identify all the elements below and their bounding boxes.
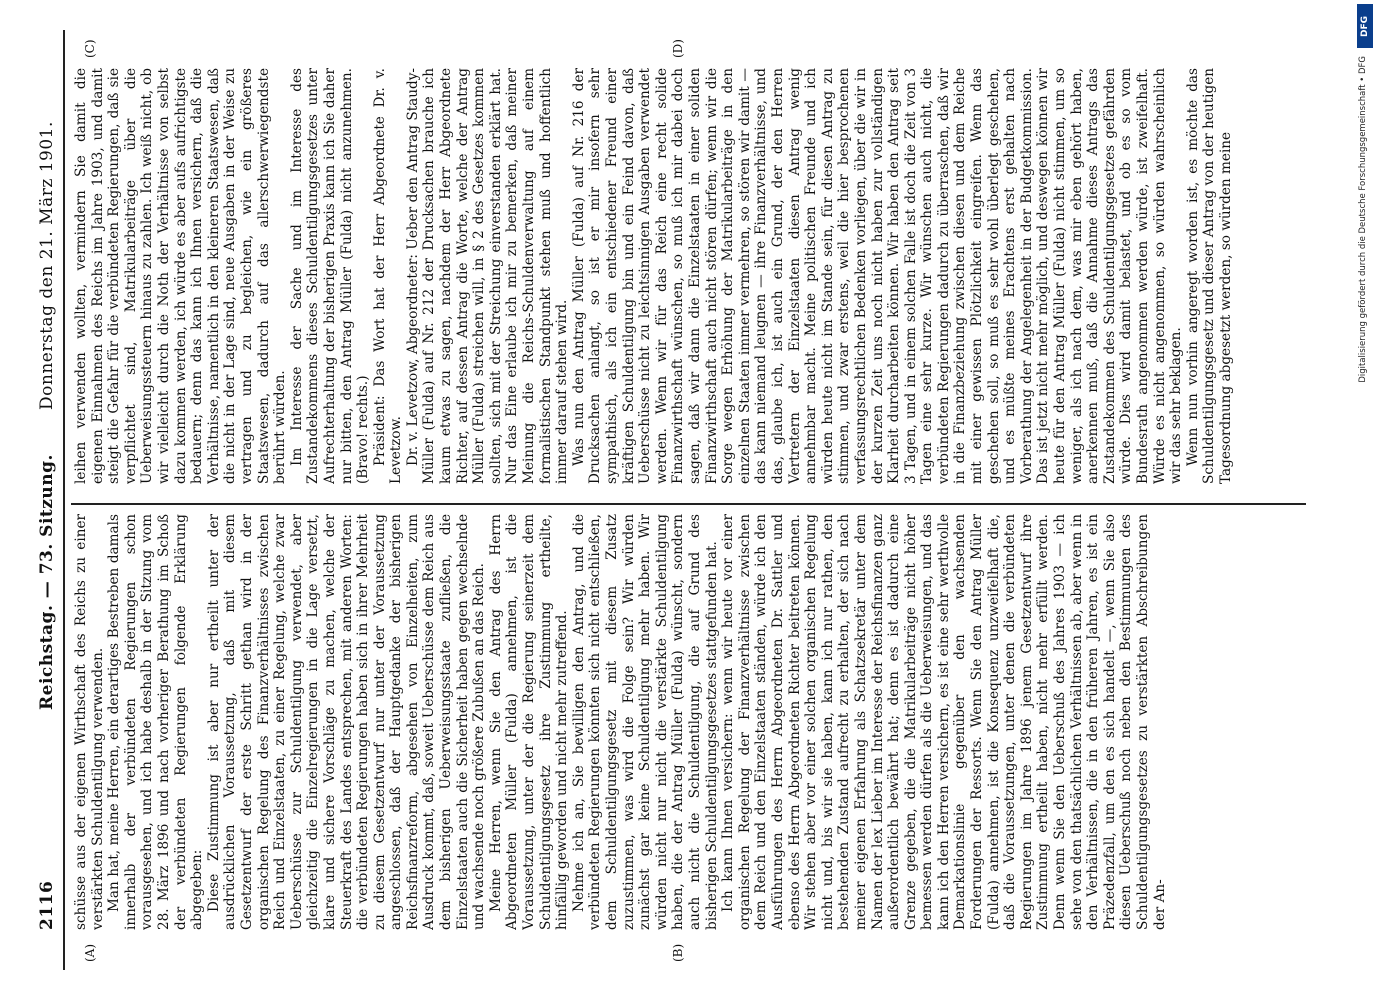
right-paragraph-2: Im Interesse der Sache und im Interesse des Zustandekommens dieses Schuldentilgungsgesetzes unter Aufrechterhaltung der bisherigen Praxis kann ich Sie daher nur bitten, den Antrag Müller (Fulda) nicht anzunehmen. (Bravo! rechts.)	[288, 68, 372, 484]
page-title: Reichstag. — 73. Sitzung.	[37, 454, 57, 710]
margin-marker-d: (D)	[671, 39, 685, 58]
margin-marker-b: (B)	[671, 943, 685, 962]
left-paragraph-4: Meine Herren, wenn Sie den Antrag des Herrn Abgeordneten Müller (Fulda) annehmen, ist die Voraussetzung, unter der die Regierung seinerzeit dem Schuldentilgungsgesetz ihre Zustimmung ertheilte, hinfällig geworden und nicht mehr zutreffend.	[487, 514, 571, 930]
page-number: 2116	[37, 880, 57, 930]
left-paragraph-2: Man hat, meine Herren, ein derartiges Bestreben damals innerhalb der verbündeten Regierungen schon vorausgesehen, und ich habe deshalb in der Sitzung vom 28. März 1896 und nach vorheriger Berathung im Schoß der verbündeten Regierungen folgende Erklärung abgegeben:	[106, 514, 206, 930]
left-text-column	[73, 514, 1303, 930]
right-paragraph-4: Dr. v. Levetzow, Abgeordneter: Ueber den Antrag Staudy-Müller (Fulda) auf Nr. 212 der Drucksachen brauche ich kaum etwas zu sagen, nachdem der Herr Abgeordnete Richter, auf dessen Antrag die Worte, welche der Antrag Müller (Fulda) streichen will, in § 2 des Gesetzes kommen sollten, sich mit der Streichung einverstanden erklärt hat. Nur das Eine erlaube ich mir zu bemerken, daß meiner Meinung die Reichs-Schuldenverwaltung auf einem formalistischen Standpunkt stehen muß und hoffentlich immer darauf stehen wird.	[404, 68, 571, 484]
digitization-sidebar	[1355, 0, 1377, 1000]
right-paragraph-6: Wenn nun vorhin angeregt worden ist, es möchte das Schuldentilgungsgesetz und dieser Antrag von der heutigen Tagesordnung abgesetzt werden, so würden meine	[1184, 68, 1234, 484]
left-paragraph-6: Ich kann Ihnen versichern: wenn wir heute vor einer organischen Regelung der Finanzverhältnisse zwischen dem Reich und den Einzelstaaten ständen, würde ich den Ausführungen des Herrn Abgeordneten Dr. Sattler und ebenso des Herrn Abgeordneten Richter beitreten können. Wir stehen aber vor einer solchen organischen Regelung nicht und, bis wir sie haben, kann ich nur rathen, den bestehenden Zustand aufrecht zu erhalten, der sich nach meiner eigenen Erfahrung als Schatzsekretär unter dem Namen der lex Lieber im Interesse der Reichsfinanzen ganz außerordentlich bewährt hat; denn es ist dadurch eine Grenze gegeben, die die Matrikularbeiträge nicht höher bemessen werden dürfen als die Ueberweisungen, und das kann ich den Herren versichern, es ist eine sehr werthvolle Demarkationslinie gegenüber den wachsenden Forderungen der Ressorts. Wenn Sie den Antrag Müller (Fulda) annehmen, ist die Konsequenz unzweifelhaft die, daß die Voraussetzungen, unter denen die verbündeten Regierungen im Jahre 1896 jenem Gesetzentwurf ihre Zustimmung ertheilt haben, nicht mehr erfüllt werden. Denn wenn Sie den Ueberschuß des Jahres 1903 — ich sehe von den thatsächlichen Verhältnissen ab, aber wenn in den Verhältnissen, die in den früheren Jahren, es ist ein Präzedenzfall, um den es sich handelt —, wenn Sie also diesen Ueberschuß noch neben den Bestimmungen des Schuldentilgungsgesetzes zu verstärkten Abschreibungen der An-	[720, 514, 1168, 930]
left-paragraph-1: schüsse aus der eigenen Wirthschaft des Reichs zu einer verstärkten Schuldentilgung verwenden.	[73, 514, 106, 930]
newspaper-page	[31, 30, 1321, 970]
session-date: Donnerstag den 21. März 1901.	[37, 121, 57, 410]
left-paragraph-5: Nehme ich an, Sie bewilligen den Antrag, und die verbündeten Regierungen könnten sich nicht entschließen, dem Schuldentilgungsgesetz mit diesem Zusatz zuzustimmen, was wird die Folge sein? Wir würden zunächst gar keine Schuldentilgung mehr haben. Wir würden nicht nur nicht die verstärkte Schuldentilgung haben, die der Antrag Müller (Fulda) wünscht, sondern auch nicht die Schuldentilgung, die auf Grund des bisherigen Schuldentilgungsgesetzes stattgefunden hat.	[570, 514, 720, 930]
right-paragraph-5: Was nun den Antrag Müller (Fulda) auf Nr. 216 der Drucksachen anlangt, so ist er mir insofern sehr sympathisch, als ich ein entschiedener Freund einer kräftigen Schuldentilgung bin und ein Feind davon, daß Ueberschüsse nicht zu leichtsinnigen Ausgaben verwendet werden. Wenn wir für das Reich eine recht solide Finanzwirthschaft wünschen, so muß ich mir dabei doch sagen, daß wir dann die Einzelstaaten in einer soliden Finanzwirthschaft auch nicht stören dürfen; wenn wir die Sorge wegen Erhöhung der Matrikularbeiträge in den einzelnen Staaten immer vermehren, so stören wir damit — das kann niemand leugnen — ihre Finanzverhältnisse, und das, glaube ich, ist auch ein Grund, der den Herren Vertretern der Einzelstaaten diesen Antrag wenig annehmbar macht. Meine politischen Freunde und ich würden heute nicht im Stande sein, für diesen Antrag zu stimmen, und zwar erstens, weil die hier besprochenen verfassungsrechtlichen Bedenken vorliegen, über die wir in der kurzen Zeit uns noch nicht haben zur vollständigen Klarheit durcharbeiten können. Wir haben den Antrag seit 3 Tagen, und in einem solchen Falle ist doch die Zeit von 3 Tagen eine sehr kurze. Wir wünschen auch nicht, die verbündeten Regierungen dadurch zu überraschen, daß wir in die Finanzbeziehung zwischen diesen und dem Reiche mit einer gewissen Plötzlichkeit eingreifen. Wenn das geschehen soll, so muß es sehr wohl überlegt geschehen, und es müßte meines Erachtens erst gehalten nach Vorberathung der Angelegenheit in der Budgetkommission. Das ist jetzt nicht mehr möglich, und deswegen können wir heute für den Antrag Müller (Fulda) nicht stimmen, um so weniger, als ich nach dem, was mir eben gehört haben, anerkennen muß, daß die Annahme dieses Antrags das Zustandekommen des Schuldentilgungsgesetzes gefährden würde. Dies wird damit belastet, und ob es so vom Bundesrath angenommen werden würde, ist zweifelhaft. Würde es nicht angenommen, so würden wahrscheinlich wir das sehr beklagen.	[570, 68, 1185, 484]
column-divider	[71, 503, 1306, 505]
margin-marker-a: (A)	[83, 943, 97, 962]
right-paragraph-1: leihen verwenden wollten, vermindern Sie damit die eigenen Einnahmen des Reichs im Jahre 1903, und damit steigt die Gefahr für die verbündeten Regierungen, daß sie verpflichtet sind, Matrikularbeiträge über die Ueberweisungssteuern hinaus zu zahlen. Ich weiß nicht, ob wir vielleicht durch die Noth der Verhältnisse von selbst dazu kommen werden, ich würde es aber aufs aufrichtigste bedauern; denn das kann ich Ihnen versichern, daß die Verhältnisse, namentlich in den kleineren Staatswesen, daß die nicht in der Lage sind, neue Ausgaben in der Weise zu vertragen und zu begleichen, wie ein größeres Staatswesen, dadurch auf das allerschwerwiegendste berührt würden.	[73, 68, 289, 484]
dfg-logo: DFG	[1357, 4, 1373, 48]
digitization-credit: Digitalisierung gefördert durch die Deutsche Forschungsgemeinschaft • DFG	[1358, 56, 1368, 383]
right-paragraph-3: Präsident: Das Wort hat der Herr Abgeordnete Dr. v. Levetzow.	[371, 68, 405, 484]
header-rule	[63, 30, 65, 970]
right-text-column	[73, 68, 1303, 484]
left-paragraph-3: Diese Zustimmung ist aber nur ertheilt unter der ausdrücklichen Voraussetzung, daß mit diesem Gesetzentwurf der erste Schritt gethan wird in der organischen Regelung des Finanzverhältnisses zwischen Reich und Einzelstaaten, zu einer Regelung, welche zwar Ueberschüsse zur Schuldentilgung verwendet, aber gleichzeitig die Einzelregierungen in die Lage versetzt, klare und sichere Vorschläge zu machen, welche der Steuerkraft des Landes entsprechen, mit anderen Worten: die verbündeten Regierungen haben sich in ihrer Mehrheit zu diesem Gesetzentwurf nur unter der Voraussetzung angeschlossen, daß der Hauptgedanke der bisherigen Reichsfinanzreform, abgesehen von Einzelheiten, zum Ausdruck kommt, daß, soweit Ueberschüsse dem Reich aus dem bisherigen Ueberweisungsstaate zufließen, die Einzelstaaten auch die Sicherheit haben gegen wechselnde und wachsende noch größere Zubußen an das Reich.	[205, 514, 488, 930]
page-header	[31, 30, 65, 970]
margin-marker-c: (C)	[83, 39, 97, 58]
